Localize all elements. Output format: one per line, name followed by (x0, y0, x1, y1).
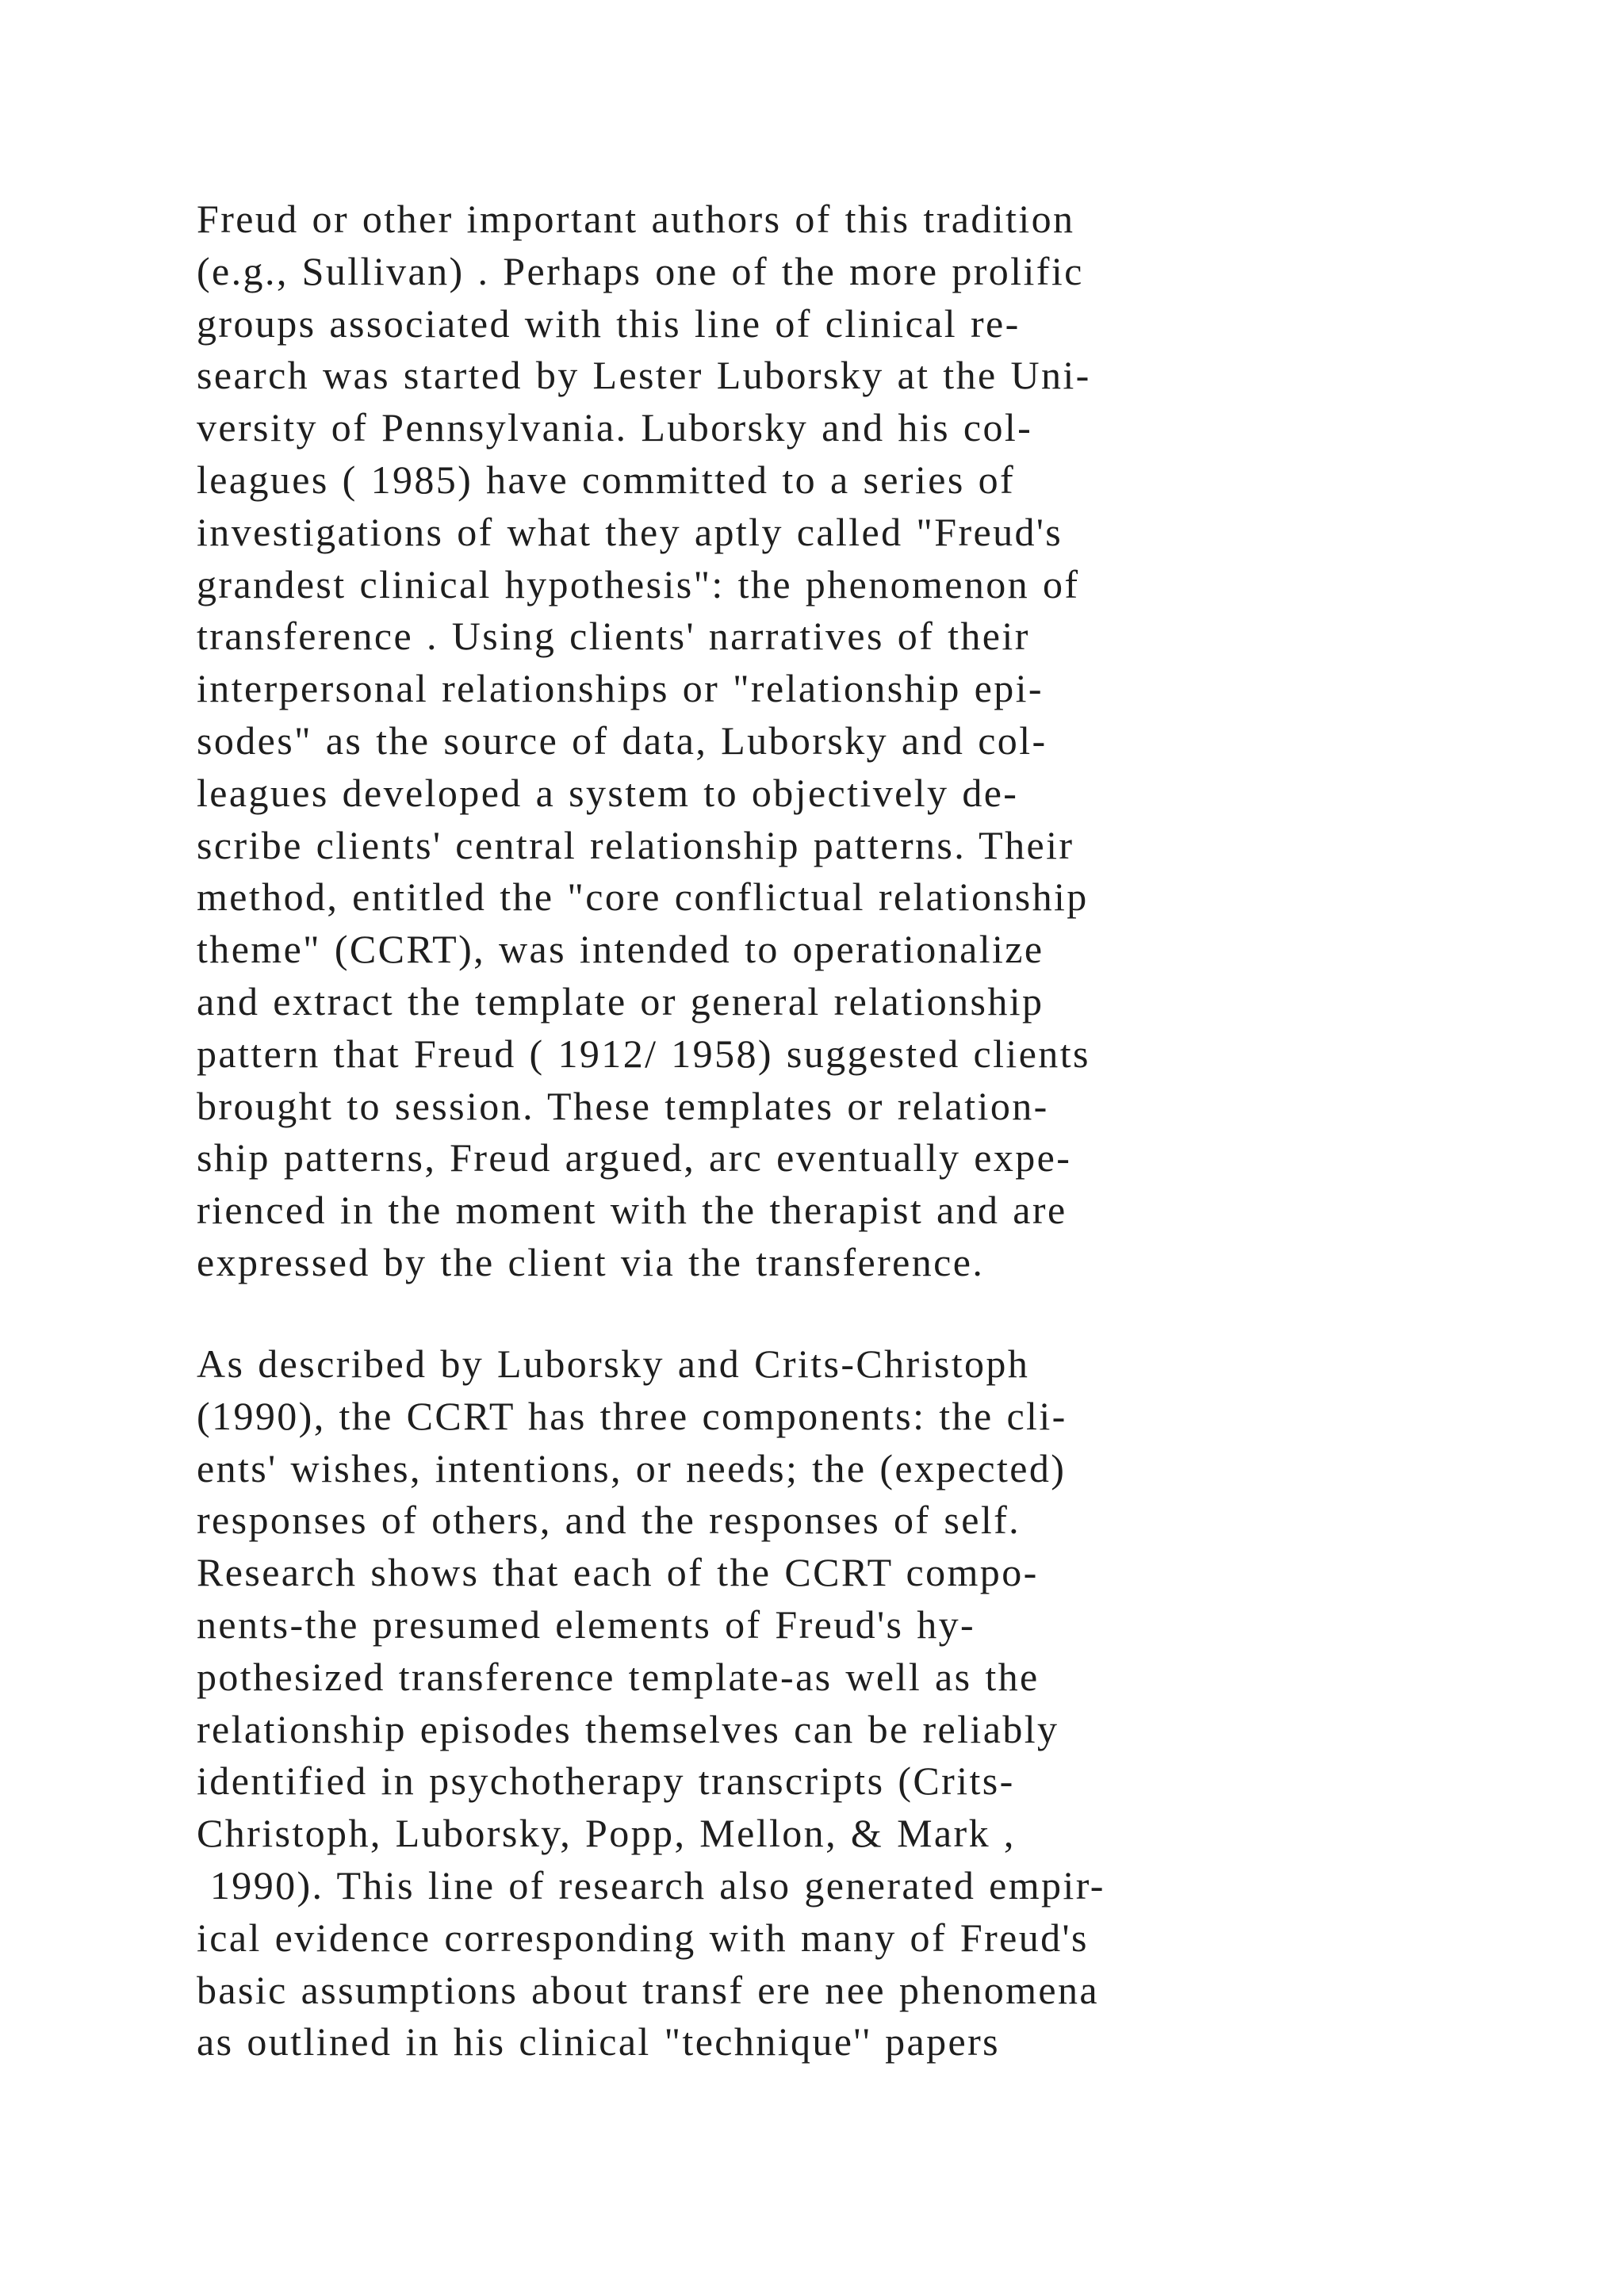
text-line: search was started by Lester Luborsky at the Uni- (197, 353, 1091, 398)
text-line: as outlined in his clinical "technique'' papers (197, 2019, 1000, 2064)
text-line: expressed by the client via the transference. (197, 1239, 985, 1284)
text-line: and extract the template or general relationship (197, 978, 1044, 1024)
text-line: groups associated with this line of clinical re- (197, 300, 1021, 346)
text-line: pattern that Freud ( 1912/ 1958) suggested clients (197, 1031, 1090, 1076)
text-line: sodes" as the source of data, Luborsky and col- (197, 718, 1048, 763)
text-line: relationship episodes themselves can be reliably (197, 1706, 1059, 1751)
text-line: transference . Using clients' narratives of their (197, 614, 1030, 659)
text-line: basic assumptions about transf ere nee phenomena (197, 1967, 1099, 2012)
text-line: leagues ( 1985) have committed to a series of (197, 457, 1016, 502)
text-line: Christoph, Luborsky, Popp, Mellon, & Mark , (197, 1811, 1016, 1856)
text-line: 1990). This line of research also generated empir- (197, 1862, 1105, 1908)
text-line: pothesized transference template-as well as the (197, 1654, 1040, 1699)
text-line: investigations of what they aptly called "Freud's (197, 509, 1063, 554)
text-line: theme" (CCRT), was intended to operationalize (197, 927, 1044, 972)
text-line: grandest clinical hypothesis": the phenomenon of (197, 561, 1080, 607)
text-line: rienced in the moment with the therapist and are (197, 1188, 1067, 1233)
text-line: ical evidence corresponding with many of Freud's (197, 1915, 1089, 1960)
text-line: ents' wishes, intentions, or needs; the (expected) (197, 1445, 1067, 1490)
text-line: interpersonal relationships or "relationship epi- (197, 666, 1044, 711)
paragraph-1 (197, 193, 1434, 1289)
text-line: (1990), the CCRT has three components: the cli- (197, 1393, 1067, 1438)
text-line: identified in psychotherapy transcripts (Crits- (197, 1758, 1015, 1804)
text-line: scribe clients' central relationship patterns. Their (197, 822, 1074, 867)
text-line: ship patterns, Freud argued, arc eventually expe- (197, 1135, 1072, 1181)
text-line: versity of Pennsylvania. Luborsky and his col- (197, 405, 1033, 450)
paragraph-2 (197, 1338, 1434, 2068)
text-line: Freud or other important authors of this tradition (197, 197, 1075, 241)
text-line: method, entitled the "core conflictual relationship (197, 874, 1089, 920)
text-line: responses of others, and the responses of self. (197, 1498, 1021, 1543)
text-line: nents-the presumed elements of Freud's hy- (197, 1601, 976, 1647)
text-line: As described by Luborsky and Crits-Christoph (197, 1341, 1030, 1386)
text-line: leagues developed a system to objectively de- (197, 770, 1019, 815)
text-line: brought to session. These templates or relation- (197, 1083, 1049, 1128)
text-line: Research shows that each of the CCRT compo- (197, 1550, 1039, 1595)
text-line: (e.g., Sullivan) . Perhaps one of the more prolific (197, 248, 1084, 293)
